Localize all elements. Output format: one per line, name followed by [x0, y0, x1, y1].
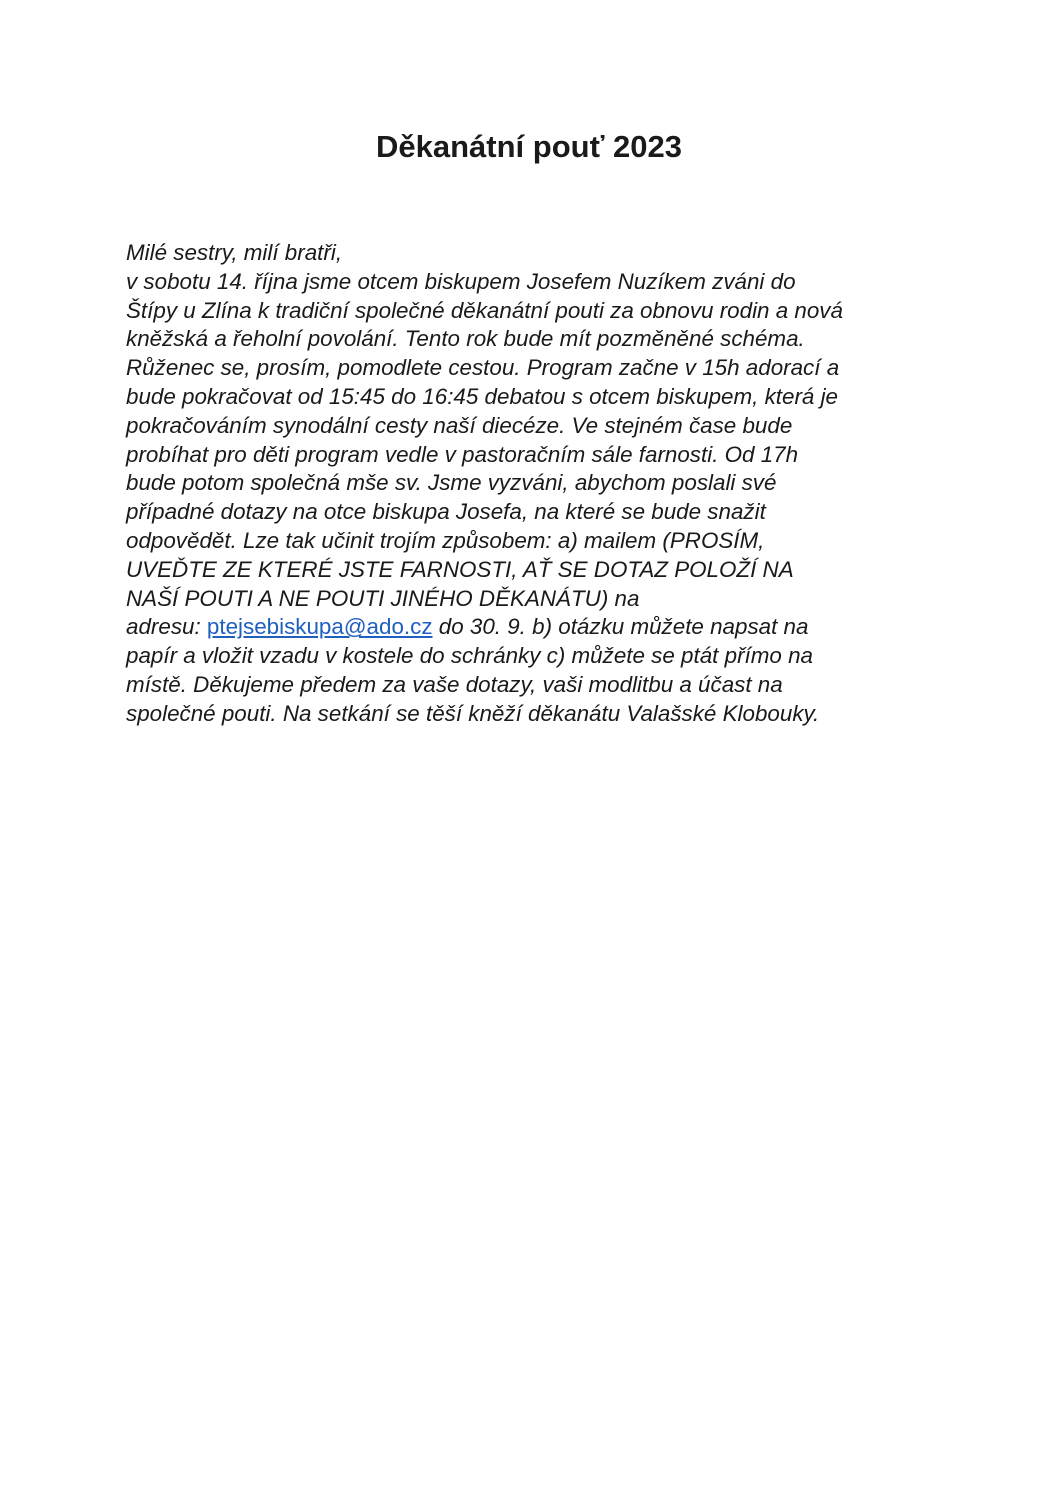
greeting-line: Milé sestry, milí bratři,	[126, 240, 343, 265]
body-line: Štípy u Zlína k tradiční společné děkanátní pouti za obnovu rodin a nová	[126, 297, 843, 323]
body-line: UVEĎTE ZE KTERÉ JSTE FARNOSTI, AŤ SE DOTAZ POLOŽÍ NA	[126, 556, 794, 582]
body-line: odpovědět. Lze tak učinit trojím způsobem: a) mailem (PROSÍM,	[126, 527, 765, 553]
body-line: v sobotu 14. října jsme otcem biskupem Josefem Nuzíkem zváni do	[126, 268, 796, 294]
body-line: místě. Děkujeme předem za vaše dotazy, vaši modlitbu a účast na	[126, 671, 783, 697]
body-line: bude pokračovat od 15:45 do 16:45 debatou s otcem biskupem, která je	[126, 383, 838, 409]
body-line: Růženec se, prosím, pomodlete cestou. Program začne v 15h adorací a	[126, 355, 840, 381]
body-line: probíhat pro děti program vedle v pastoračním sále farnosti. Od 17h	[126, 441, 799, 467]
body-line: případné dotazy na otce biskupa Josefa, na které se bude snažit	[126, 499, 766, 525]
body-line: NAŠÍ POUTI A NE POUTI JINÉHO DĚKANÁTU) na	[126, 585, 640, 611]
address-prefix: adresu:	[126, 614, 207, 640]
letter-body	[126, 239, 946, 729]
address-line	[126, 613, 946, 642]
body-line: papír a vložit vzadu v kostele do schránky c) můžete se ptát přímo na	[126, 643, 813, 669]
body-line: kněžská a řeholní povolání. Tento rok bude mít pozměněné schéma.	[126, 326, 805, 352]
email-link[interactable]: ptejsebiskupa@ado.cz	[206, 614, 433, 640]
address-suffix: do 30. 9. b) otázku můžete napsat na	[432, 614, 809, 640]
body-line: pokračováním synodální cesty naší diecéze. Ve stejném čase bude	[126, 412, 793, 438]
body-line: bude potom společná mše sv. Jsme vyzváni, abychom poslali své	[126, 470, 777, 496]
document-title: Děkanátní pouť 2023	[375, 129, 682, 164]
body-line: společné pouti. Na setkání se těší kněží děkanátu Valašské Klobouky.	[126, 700, 820, 726]
